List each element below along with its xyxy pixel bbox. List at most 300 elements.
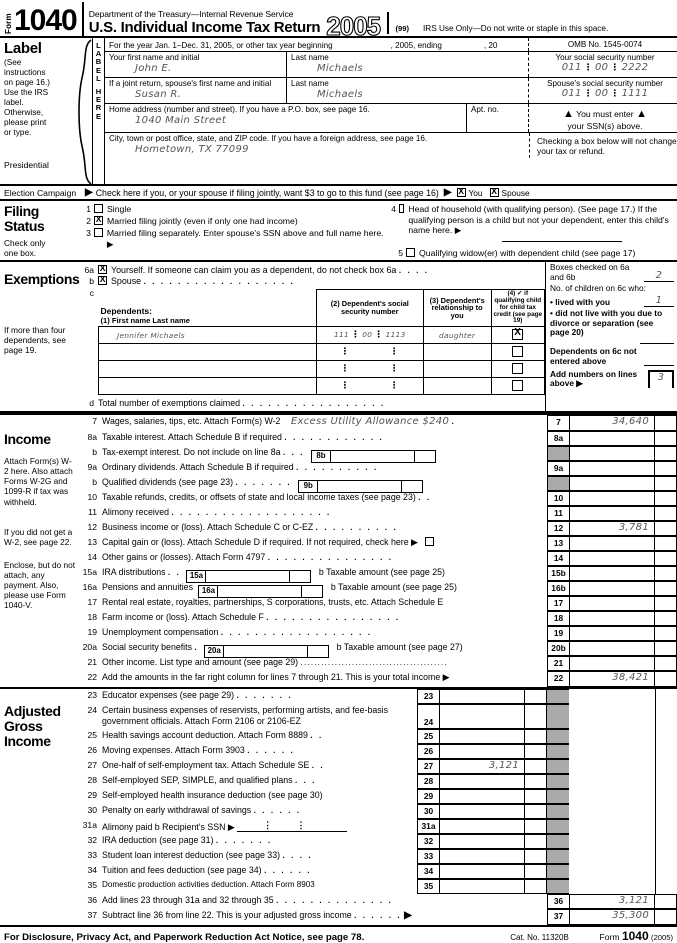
catalog-number: Cat. No. 11320B	[510, 933, 569, 943]
line-24-cents[interactable]	[525, 704, 547, 729]
line-35-text: Domestic production activities deduction. Attach Form 8903	[102, 880, 315, 890]
line-15b-cents[interactable]	[655, 566, 677, 581]
dependent-2-qualifying-checkbox[interactable]	[512, 346, 523, 357]
line-18-dots: . . . . . . . . . . . . . . . .	[266, 613, 401, 623]
line-18-number: 18	[87, 612, 97, 623]
total-exemptions-value[interactable]: 3	[648, 370, 674, 388]
line-24-shaded	[547, 704, 569, 729]
line-23-right-cents	[655, 689, 677, 704]
line-9a-label	[102, 461, 547, 476]
line-20a-number: 20a	[82, 642, 97, 653]
line-13-number: 13	[87, 537, 97, 548]
label-note-2: on page 16.)	[4, 78, 50, 87]
line-23-dots: . . . . . . .	[236, 691, 293, 701]
line-10-amount[interactable]	[569, 491, 655, 506]
line-34-right-cents	[655, 864, 677, 879]
income-note-1: Attach Form(s) W-2 here. Also attach Forms W-2G and 1099-R if tax was withheld.	[4, 456, 73, 507]
line-29-amount[interactable]	[439, 789, 525, 804]
line-35-cents[interactable]	[525, 879, 547, 894]
line-9a-amount[interactable]	[569, 461, 655, 476]
line-32-right-blank	[569, 834, 655, 849]
line-25-right-cents	[655, 729, 677, 744]
exemptions-note: If more than four dependents, see page 19.	[4, 325, 66, 356]
must-enter-text-2: your SSN(s) above.	[567, 121, 643, 132]
filing-status-checkbox-married-jointly[interactable]	[94, 216, 103, 225]
line-9a-number: 9a	[87, 462, 97, 473]
line-34-dots: . . . . . .	[264, 866, 312, 876]
tax-year-beginning-label: For the year Jan. 1–Dec. 31, 2005, or other tax year beginning	[109, 40, 333, 50]
line-32-right-cents	[655, 834, 677, 849]
spouse-first-name-input[interactable]: Susan R.	[135, 89, 182, 100]
not-entered-above-value[interactable]	[644, 365, 674, 366]
option-3-label: Married filing separately. Enter spouse's SSN above and full name here. ▶	[106, 228, 384, 249]
agi-section	[0, 687, 677, 925]
line-32-dots: . . . . . . .	[215, 836, 273, 846]
line-9b-label	[102, 476, 547, 491]
line-26-cents[interactable]	[525, 744, 547, 759]
line-33-dots: . . . .	[282, 851, 313, 861]
line-34-shaded	[547, 864, 569, 879]
dependent-2-name[interactable]	[99, 344, 317, 361]
line-24-amount[interactable]	[439, 704, 525, 729]
line-13-box-number: 13	[547, 536, 569, 551]
line-19-number: 19	[87, 627, 97, 638]
ssn-input[interactable]: 011 ⋮ 00 ⋮ 2222	[561, 62, 649, 73]
vletter-E3: E	[95, 111, 102, 121]
did-not-live-value[interactable]	[640, 337, 674, 344]
line-27-cents[interactable]	[525, 759, 547, 774]
line-32-amount[interactable]	[439, 834, 525, 849]
dependent-3-name[interactable]	[99, 361, 317, 378]
line-25-right-blank	[569, 729, 655, 744]
line-37-text: Subtract line 36 from line 22. This is your adjusted gross income	[102, 910, 352, 921]
line-37-label	[102, 909, 547, 925]
tax-year-heading: 2005	[326, 11, 381, 41]
label-note-6: please print	[4, 118, 47, 127]
dependent-2-relationship[interactable]	[423, 344, 491, 361]
filing-status-option-1[interactable]	[78, 204, 390, 215]
line-21-fill-dots[interactable]: ...........................................	[300, 658, 448, 668]
line-27-dots: . .	[311, 761, 325, 771]
option-1-number: 1	[86, 204, 91, 214]
line-32-box-number: 32	[417, 834, 439, 849]
line-32-text: IRA deduction (see page 31)	[102, 835, 214, 846]
line-29-text: Self-employed health insurance deduction (see page 30)	[102, 790, 323, 801]
label-section	[0, 38, 677, 186]
filing-status-sidebar	[0, 201, 78, 260]
dependent-2-ssn[interactable]: ⋮ ⋮	[316, 344, 423, 361]
spouse-ssn-input[interactable]: 011 ⋮ 00 ⋮ 1111	[561, 88, 649, 99]
line-26-text: Moving expenses. Attach Form 3903	[102, 745, 245, 756]
option-5-number: 5	[398, 248, 403, 259]
line-26-amount[interactable]	[439, 744, 525, 759]
line-26-right-cents	[655, 744, 677, 759]
line-34-text: Tuition and fees deduction (see page 34)	[102, 865, 262, 876]
line-27-right-blank	[569, 759, 655, 774]
line-8a-number: 8a	[87, 432, 97, 443]
qualifying-child-name-input[interactable]	[502, 241, 622, 242]
line-17-box-number: 17	[547, 596, 569, 611]
option-2-number: 2	[86, 216, 91, 227]
line-33-cents[interactable]	[525, 849, 547, 864]
income-heading: Income	[4, 431, 51, 448]
line-8a-box-number: 8a	[547, 431, 569, 446]
line-30-cents[interactable]	[525, 804, 547, 819]
line-7-box-number: 7	[547, 415, 569, 431]
line-10-box-number: 10	[547, 491, 569, 506]
line-18-amount[interactable]	[569, 611, 655, 626]
home-address-input[interactable]: 1040 Main Street	[135, 115, 227, 126]
filing-status-option-2[interactable]	[78, 216, 390, 227]
spouse-last-name-label: Last name	[291, 79, 329, 88]
line-28-right-blank	[569, 774, 655, 789]
city-state-zip-input[interactable]: Hometown, TX 77099	[135, 143, 249, 155]
label-note-7: or type.	[4, 128, 32, 137]
line-10-cents[interactable]	[655, 491, 677, 506]
line-34-amount[interactable]	[439, 864, 525, 879]
line-20a-inline-number: 20a	[205, 646, 224, 657]
line-20b-cents[interactable]	[655, 641, 677, 656]
last-name-input[interactable]: Michaels	[317, 63, 363, 74]
dependent-3-ssn[interactable]: ⋮ ⋮	[316, 361, 423, 378]
line-11-dots: . . . . . . . . . . . . . . . . . . .	[171, 508, 332, 518]
last-name-label: Last name	[291, 53, 329, 62]
line-14-text: Other gains or (losses). Attach Form 4797	[102, 552, 266, 563]
line-6a-letter: 6a	[84, 265, 94, 276]
line-25-text: Health savings account deduction. Attach Form 8889	[102, 730, 308, 741]
dependent-1-name[interactable]: Jennifer Michaels	[99, 327, 317, 344]
line-11-amount[interactable]	[569, 506, 655, 521]
income-annotation: Excess Utility Allowance $240	[290, 416, 450, 428]
line-19-amount[interactable]	[569, 626, 655, 641]
presidential-spouse-label: Spouse	[501, 187, 530, 198]
exemptions-sidebar	[0, 262, 78, 411]
line-24-right-cents	[655, 704, 677, 729]
label-note-0: (See	[4, 58, 22, 67]
line-37-amount[interactable]: 35,300	[569, 909, 655, 925]
line-14-box-number: 14	[547, 551, 569, 566]
line-20a-text: Social security benefits	[102, 642, 192, 653]
line-22-label	[102, 671, 547, 687]
line-35-amount[interactable]	[439, 879, 525, 894]
label-here-vertical	[92, 38, 105, 184]
line-9b-number: b	[92, 477, 97, 488]
dependent-1-relationship[interactable]: daughter	[423, 327, 491, 344]
line-34-number: 34	[87, 865, 97, 876]
line-9b-cents	[655, 476, 677, 491]
line-30-shaded	[547, 804, 569, 819]
vletter-H: H	[95, 86, 102, 96]
line-9a-text: Ordinary dividends. Attach Schedule B if required	[102, 462, 294, 473]
dependents-col2-header: (2) Dependent's social security number	[316, 290, 423, 327]
line-29-right-blank	[569, 789, 655, 804]
line-17-label	[102, 596, 547, 611]
dependent-3-relationship[interactable]	[423, 361, 491, 378]
line-37-arrow-icon: ▶	[404, 910, 412, 922]
line-37-dots: . . . . . .	[354, 911, 402, 921]
line-25-amount[interactable]	[439, 729, 525, 744]
line-37-number: 37	[87, 910, 97, 921]
line-29-label	[102, 789, 417, 804]
line-28-amount[interactable]	[439, 774, 525, 789]
presidential-you-label: You	[468, 187, 483, 198]
dependent-3-qualifying-checkbox[interactable]	[512, 363, 523, 374]
line-14-amount[interactable]	[569, 551, 655, 566]
recipient-ssn-sep-1: ⋮	[263, 820, 273, 831]
presidential-label-line2: Election Campaign	[4, 187, 77, 198]
line-15b-amount[interactable]	[569, 566, 655, 581]
boxes-checked-value[interactable]: 2	[644, 270, 674, 282]
filing-status-option-4[interactable]	[390, 204, 673, 236]
line-26-box-number: 26	[417, 744, 439, 759]
apt-no-input[interactable]	[471, 114, 528, 129]
line-9a-cents[interactable]	[655, 461, 677, 476]
line-21-amount[interactable]	[569, 656, 655, 671]
vletter-B: B	[95, 57, 102, 67]
dependents-col3-header: (3) Dependent's relationship to you	[423, 290, 491, 327]
line-9b-amount	[569, 476, 655, 491]
line-22-cents[interactable]	[655, 671, 677, 687]
footer-form-number: 1040	[621, 929, 649, 943]
dependent-1-qualifying-checkbox[interactable]	[512, 329, 523, 340]
table-row	[99, 344, 545, 361]
line-13-text: Capital gain or (loss). Attach Schedule D if required. If not required, check here ▶	[102, 537, 418, 548]
exemption-spouse-checkbox[interactable]	[98, 276, 107, 285]
line-36-number: 36	[87, 895, 97, 906]
line-8a-label	[102, 431, 547, 446]
line-16a-label	[102, 581, 547, 596]
line-36-cents[interactable]	[655, 894, 677, 909]
line-8a-text: Taxable interest. Attach Schedule B if required	[102, 432, 282, 443]
line-33-right-cents	[655, 849, 677, 864]
agi-heading-2: Gross	[4, 718, 43, 735]
line-7-amount[interactable]: 34,640	[569, 415, 655, 431]
income-note-2: If you did not get a W-2, see page 22.	[4, 526, 73, 547]
dependent-4-relationship[interactable]	[423, 378, 491, 395]
line-31a-cents[interactable]	[525, 819, 547, 834]
line-20b-tail-text: b Taxable amount (see page 27)	[336, 642, 463, 653]
line-30-number: 30	[87, 805, 97, 816]
line-14-number: 14	[87, 552, 97, 563]
line-34-right-blank	[569, 864, 655, 879]
line-15a-dots: . .	[168, 568, 181, 578]
line-14-cents[interactable]	[655, 551, 677, 566]
line-19-cents[interactable]	[655, 626, 677, 641]
header-divider	[82, 2, 84, 36]
vletter-R: R	[95, 103, 102, 113]
dependent-2-qualifying-cell	[491, 344, 544, 361]
line-8a-amount[interactable]	[569, 431, 655, 446]
line-23-cents[interactable]	[525, 689, 547, 704]
dependent-1-ssn-p2: 00	[362, 330, 373, 340]
line-12-amount[interactable]: 3,781	[569, 521, 655, 536]
arrow-right-icon: ▶	[85, 187, 93, 198]
lived-with-you-value[interactable]: 1	[644, 295, 674, 307]
line-12-number: 12	[87, 522, 97, 533]
line-31a-amount[interactable]	[439, 819, 525, 834]
line-30-text: Penalty on early withdrawal of savings	[102, 805, 252, 816]
dependent-1-ssn[interactable]: 111 ⋮ 00 ⋮ 1113	[316, 327, 423, 344]
filing-status-checkbox-single[interactable]	[94, 204, 103, 213]
line-17-amount[interactable]	[569, 596, 655, 611]
line-36-amount[interactable]: 3,121	[569, 894, 655, 909]
line-25-label	[102, 729, 417, 744]
line-20a-dots: .	[194, 643, 199, 653]
omb-number: OMB No. 1545-0074	[567, 40, 643, 49]
disclosure-notice: For Disclosure, Privacy Act, and Paperwork Reduction Act Notice, see page 78.	[4, 932, 365, 943]
line-13-checkbox[interactable]	[425, 537, 434, 546]
line-6a-text: Yourself. If someone can claim you as a dependent, do not check box 6a	[111, 265, 397, 276]
line-24-number: 24	[87, 705, 97, 716]
line-32-cents[interactable]	[525, 834, 547, 849]
dependent-4-name[interactable]	[99, 378, 317, 395]
line-18-text: Farm income or (loss). Attach Schedule F	[102, 612, 264, 623]
home-address-label: Home address (number and street). If you have a P.O. box, see page 16.	[109, 105, 370, 114]
agi-lines	[78, 689, 677, 925]
line-8a-dots: . . . . . . . . . . . .	[284, 433, 384, 443]
agi-heading-3: Income	[4, 733, 51, 750]
line-33-shaded	[547, 849, 569, 864]
line-12-cents[interactable]	[655, 521, 677, 536]
line-27-amount[interactable]: 3,121	[439, 759, 525, 774]
dependent-4-ssn[interactable]: ⋮ ⋮	[316, 378, 423, 395]
filing-status-option-3[interactable]	[78, 228, 390, 249]
line-28-number: 28	[87, 775, 97, 786]
did-not-live-label: • did not live with you due to divorce or separation (see page 20)	[550, 308, 663, 338]
line-35-box-number: 35	[417, 879, 439, 894]
line-20b-box-number: 20b	[547, 641, 569, 656]
line-23-number: 23	[87, 690, 97, 701]
option-4-number: 4	[391, 204, 397, 214]
line-20a-label	[102, 641, 547, 656]
line-36-label	[102, 894, 547, 909]
line-31a-right-blank	[569, 819, 655, 834]
vletter-L: L	[96, 41, 101, 50]
line-16b-amount[interactable]	[569, 581, 655, 596]
checkbox-tax-note: Checking a box below will not change your tax or refund.	[537, 135, 677, 156]
vletter-E2: E	[95, 95, 102, 105]
line-33-text: Student loan interest deduction (see page 33)	[102, 850, 281, 861]
spouse-ssn-label: Spouse's social security number	[547, 79, 663, 88]
line-12-label	[102, 521, 547, 536]
presidential-spouse-checkbox[interactable]	[490, 188, 499, 197]
form-number: 1040	[14, 4, 77, 37]
line-7-label	[102, 415, 547, 431]
line-36-text: Add lines 23 through 31a and 32 through 35	[102, 895, 274, 906]
line-17-text: Rental real estate, royalties, partnerships, S corporations, trusts, etc. Attach Schedule E	[102, 597, 444, 608]
line-30-right-blank	[569, 804, 655, 819]
line-13-amount[interactable]	[569, 536, 655, 551]
filing-status-checkbox-head-household[interactable]	[399, 204, 404, 213]
presidential-election-campaign-row	[0, 186, 677, 201]
vletter-L2: L	[96, 73, 101, 83]
line-8a-cents[interactable]	[655, 431, 677, 446]
spouse-ssn-part-1: 011	[561, 88, 582, 99]
dependent-4-qualifying-checkbox[interactable]	[512, 380, 523, 391]
line-30-label	[102, 804, 417, 819]
line-22-amount[interactable]: 38,421	[569, 671, 655, 687]
first-name-input[interactable]: John E.	[135, 63, 172, 74]
line-21-box-number: 21	[547, 656, 569, 671]
line-8b-inline-number: 8b	[312, 451, 331, 462]
filing-status-checkbox-widow[interactable]	[406, 248, 415, 257]
line-16a-text: Pensions and annuities	[102, 582, 193, 593]
filing-status-option-5[interactable]	[390, 248, 673, 259]
line-37-cents[interactable]	[655, 909, 677, 925]
form-word-label: Form	[4, 13, 13, 34]
line-34-cents[interactable]	[525, 864, 547, 879]
line-18-cents[interactable]	[655, 611, 677, 626]
line-16b-box-number: 16b	[547, 581, 569, 596]
line-28-cents[interactable]	[525, 774, 547, 789]
line-27-number: 27	[87, 760, 97, 771]
presidential-label-line1: Presidential	[4, 160, 49, 171]
line-29-box-number: 29	[417, 789, 439, 804]
line-33-amount[interactable]	[439, 849, 525, 864]
line-28-label	[102, 774, 417, 789]
dependents-table	[98, 289, 545, 395]
line-27-box-number: 27	[417, 759, 439, 774]
line-13-label	[102, 536, 547, 551]
line-20b-amount[interactable]	[569, 641, 655, 656]
line-21-cents[interactable]	[655, 656, 677, 671]
line-29-number: 29	[87, 790, 97, 801]
line-29-cents[interactable]	[525, 789, 547, 804]
line-13-cents[interactable]	[655, 536, 677, 551]
filing-status-note-1: Check only	[4, 238, 46, 249]
filing-status-options-left	[78, 201, 390, 260]
line-10-number: 10	[87, 492, 97, 503]
presidential-you-checkbox[interactable]	[457, 188, 466, 197]
spouse-last-name-input[interactable]: Michaels	[317, 89, 363, 100]
line-6b-text: Spouse	[111, 276, 142, 287]
line-11-cents[interactable]	[655, 506, 677, 521]
line-12-box-number: 12	[547, 521, 569, 536]
line-25-dots: . .	[310, 731, 324, 741]
lived-with-you-label: • lived with you	[550, 297, 611, 308]
line-19-label	[102, 626, 547, 641]
line-14-dots: . . . . . . . . . . . . . . .	[267, 553, 394, 563]
filing-status-note-2: one box.	[4, 248, 37, 259]
line-8b-number: b	[92, 447, 97, 458]
exemptions-count-panel	[545, 262, 677, 411]
filing-status-checkbox-married-separately[interactable]	[94, 228, 103, 237]
line-17-cents[interactable]	[655, 596, 677, 611]
line-23-box-number: 23	[417, 689, 439, 704]
name-address-block	[105, 38, 677, 184]
filing-status-heading: Filing Status	[4, 203, 45, 234]
irs-use-only-note: IRS Use Only—Do not write or staple in this space.	[423, 24, 609, 33]
line-30-amount[interactable]	[439, 804, 525, 819]
dependent-1-ssn-p1: 111	[333, 330, 349, 340]
triangle-right-icon: ▲	[636, 108, 647, 120]
line-11-box-number: 11	[547, 506, 569, 521]
line-12-dots: . . . . . . . . . .	[315, 523, 398, 533]
line-7-cents[interactable]	[655, 415, 677, 431]
label-sidebar	[0, 38, 78, 184]
line-11-number: 11	[88, 507, 97, 518]
line-9b-shaded-box	[547, 476, 569, 491]
line-23-amount[interactable]	[439, 689, 525, 704]
income-note-3: Enclose, but do not attach, any payment. Also, please use Form 1040-V.	[4, 559, 76, 611]
line-16b-cents[interactable]	[655, 581, 677, 596]
recipient-ssn-input[interactable]	[237, 820, 347, 832]
footer-form-prefix: Form	[599, 932, 620, 943]
footer-form-year: (2005)	[651, 933, 673, 943]
label-note-3: Use the IRS	[4, 88, 49, 97]
line-25-cents[interactable]	[525, 729, 547, 744]
ssn-part-2: 00	[595, 62, 609, 73]
